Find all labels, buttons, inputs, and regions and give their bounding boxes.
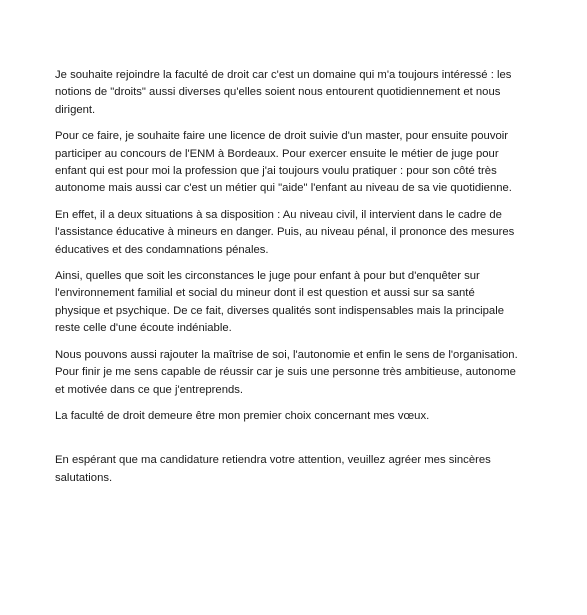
paragraph-judge-role: En effet, il a deux situations à sa disposition : Au niveau civil, il intervient dans le cadre de l'assistance éducative à mineurs en danger. Puis, au niveau pénal, il prononce des mesures éducatives et des condamnations pénales. <box>55 208 515 256</box>
paragraph-career-plan: Pour ce faire, je souhaite faire une licence de droit suivie d'un master, pour ensuite pouvoir participer au concours de l'ENM à Bordeaux. Pour exercer ensuite le métier de juge pour enfant qui est pour moi la profession que j'ai toujours voulu pratiquer : pour son côté très autonome mais aussi car c'est un métier qui "aide" l'enfant au niveau de sa vie quotidienne. <box>55 130 512 195</box>
paragraph-self-assessment: Nous pouvons aussi rajouter la maîtrise de soi, l'autonomie et enfin le sens de l'organisation. Pour finir je me sens capable de réussir car je suis une personne très ambitieuse, autonome et motivée dans ce que j'entreprends. <box>55 348 518 396</box>
paragraph-motivation: Je souhaite rejoindre la faculté de droit car c'est un domaine qui m'a toujours intéressé : les notions de "droits" aussi diverses qu'elles soient nous entourent quotidiennement et nous dirigent. <box>55 69 512 116</box>
paragraph-qualities: Ainsi, quelles que soit les circonstances le juge pour enfant à pour but d'enquêter sur l'environnement familial et social du mineur dont il est question et aussi sur sa santé physique et psychique. De ce fait, diverses qualités sont indispensables mais la principale reste celle d'une écoute indéniable. <box>55 270 504 335</box>
paragraph-first-choice: La faculté de droit demeure être mon premier choix concernant mes vœux. <box>55 409 430 422</box>
letter-body <box>55 67 520 496</box>
closing-salutation: En espérant que ma candidature retiendra votre attention, veuillez agréer mes sincères salutations. <box>55 454 491 484</box>
